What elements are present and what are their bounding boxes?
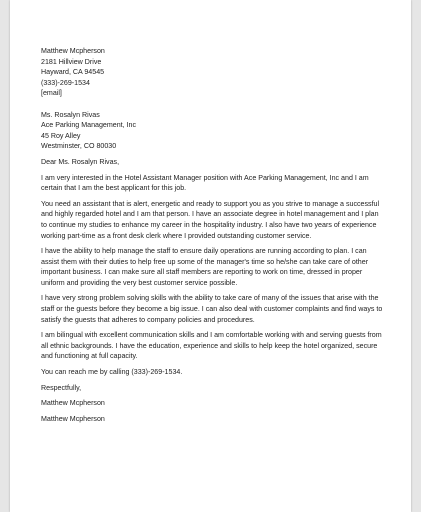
sender-street: 2181 Hillview Drive: [41, 57, 102, 66]
paragraph-line: working part-time as a front desk clerk where I provided outstanding customer service.: [41, 231, 312, 240]
salutation: Dear Ms. Rosalyn Rivas,: [41, 157, 120, 166]
recipient-street: 45 Roy Alley: [41, 131, 81, 140]
recipient-city: Westminster, CO 80030: [41, 142, 117, 151]
paragraph-line: I am bilingual with excellent communication skills and I am comfortable working with and serving guests from: [41, 331, 382, 340]
paragraph-line: staff or the guests before they become a big issue. I can also deal with customer complaints and find ways to: [41, 305, 383, 314]
paragraph-5: [41, 330, 381, 362]
sender-name: Matthew Mcpherson: [41, 47, 105, 55]
paragraph-line: You need an assistant that is alert, energetic and ready to support you as you strive to manage a successful: [41, 199, 380, 208]
paragraph-6: [41, 367, 381, 378]
paragraph-line: satisfy the guests that adheres to company policies and procedures.: [41, 315, 255, 324]
sender-address-block: [41, 46, 381, 99]
sender-phone: (333)-269-1534: [41, 78, 90, 87]
signature: Matthew Mcpherson: [41, 399, 105, 408]
letter-body: [41, 46, 381, 424]
paragraph-line: assist them with their duties to help free up some of the manager's time so he/she can take care of other: [41, 257, 369, 266]
typed-name: Matthew Mcpherson: [41, 414, 105, 423]
sender-city: Hayward, CA 94545: [41, 68, 105, 77]
paragraph-1: [41, 173, 381, 194]
paragraph-line: all ethnic backgrounds. I have the education, experience and skills to help keep the hotel organized, secure: [41, 341, 378, 350]
paragraph-line: I have very strong problem solving skills with the ability to take care of many of the issues that arise with the: [41, 294, 379, 303]
recipient-company: Ace Parking Management, Inc: [41, 121, 137, 130]
paragraph-3: [41, 246, 381, 288]
paragraph-line: certain that I am the best applicant for this job.: [41, 184, 187, 193]
paragraph-line: uniform and providing the very best customer service possible.: [41, 278, 238, 287]
paragraph-line: I am very interested in the Hotel Assistant Manager position with Ace Parking Management, Inc and I am: [41, 173, 369, 182]
paragraph-2: [41, 199, 381, 241]
paragraph-line: and functioning at full capacity.: [41, 352, 138, 361]
paragraph-line: You can reach me by calling (333)-269-1534.: [41, 368, 183, 377]
paragraph-line: and highly regarded hotel and I am that person. I have an associate degree in hotel management and I plan: [41, 210, 379, 219]
letter-page: [10, 0, 411, 512]
paragraph-line: important business. I can make sure all staff members are reporting to work on time, dressed in proper: [41, 268, 363, 277]
paragraph-4: [41, 293, 381, 325]
paragraph-line: I have the ability to help manage the staff to ensure daily operations are running according to plan. I can: [41, 247, 367, 256]
recipient-name: Ms. Rosalyn Rivas: [41, 110, 100, 119]
closing: Respectfully,: [41, 383, 82, 392]
recipient-address-block: [41, 110, 381, 152]
sender-email: [email]: [41, 89, 62, 98]
paragraph-line: to continue my studies to enhance my career in the hospitality industry. I also have two years of experience: [41, 220, 377, 229]
